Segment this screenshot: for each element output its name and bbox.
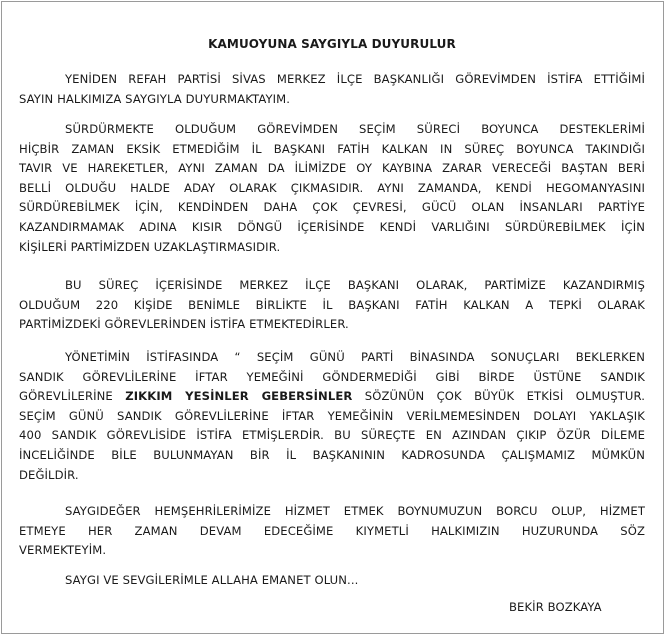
paragraph-closing [19, 571, 645, 591]
paragraph-line: SÜRDÜRMEKTE OLDUĞUM GÖREVİMDEN SEÇİM SÜRECİ BOYUNCA DESTEKLERİMİ [65, 122, 645, 136]
paragraph-members-resign [19, 276, 645, 335]
paragraph-resignation [19, 70, 645, 109]
line-text: SÖZÜNÜN ÇOK BÜYÜK ETKİSİ OLMUŞTUR. [352, 389, 645, 404]
paragraph-reasons [19, 120, 645, 257]
paragraph-line: TAVIR VE HAREKETLER, AYNI ZAMAN DA İLİMİZDE OY KAYBINA ZARAR VERECEĞİ BAŞTAN BERİ [19, 161, 645, 176]
paragraph-line: KAZANDIRMAMAK ADINA KISIR DÖNGÜ İÇERİSİNDE KENDİ VARLIĞINI SÜRDÜREBİLMEK İÇİN [19, 219, 645, 234]
paragraph-line: YÖNETİMİN İSTİFASINDA “ SEÇİM GÜNÜ PARTİ BİNASINDA SONUÇLARI BEKLERKEN [65, 350, 645, 364]
paragraph-line: BELLİ OLDUĞU HALDE ADAY OLARAK ÇIKMASIDIR. AYNI ZAMANDA, KENDİ HEGOMANYASINI [19, 180, 645, 195]
paragraph-line [19, 387, 645, 407]
paragraph-line: YENİDEN REFAH PARTİSİ SİVAS MERKEZ İLÇE BAŞKANLIĞI GÖREVİMDEN İSTİFA ETTİĞİMİ [65, 72, 645, 86]
paragraph-line: SEÇİM GÜNÜ SANDIK GÖREVLİLERİNE İFTAR YEMEĞİNİN VERİLMEMESİNDEN DOLAYI YAKLAŞIK [19, 408, 645, 423]
paragraph-line: SAYIN HALKIMIZA SAYGIYLA DUYURMAKTAYIM. [19, 91, 291, 106]
paragraph-line: OLDUĞUM 220 KİŞİDE BENİMLE BİRLİKTE İL BAŞKANI FATİH KALKAN A TEPKİ OLARAK [19, 297, 645, 312]
document-title: KAMUOYUNA SAYGIYLA DUYURULUR [208, 37, 456, 51]
paragraph-election-day [19, 348, 645, 485]
paragraph-line: SÜRDÜREBİLMEK İÇİN, KENDİNDEN DAHA ÇOK ÇEVRESİ, GÜCÜ OLAN İNSANLARI PARTİYE [19, 200, 645, 215]
paragraph-line: VERMEKTEYİM. [19, 543, 107, 558]
signature-name: BEKİR BOZKAYA [509, 600, 602, 614]
quoted-phrase: ZIKKIM YESİNLER GEBERSİNLER [125, 389, 353, 404]
paragraph-line: SAYGIDEĞER HEMŞEHRİLERİMİZE HİZMET ETMEK BOYNUMUZUN BORCU OLUP, HİZMET [65, 504, 645, 518]
paragraph-line: KİŞİLERİ PARTİMİZDEN UZAKLAŞTIRMASIDIR. [19, 239, 281, 254]
paragraph-line: DEĞİLDİR. [19, 467, 79, 482]
paragraph-line: HİÇBİR ZAMAN EKSİK ETMEDİĞİM İL BAŞKANI FATİH KALKAN IN SÜREÇ BOYUNCA TAKINDIĞI [19, 141, 645, 156]
paragraph-line: ETMEYE HER ZAMAN DEVAM EDECEĞİME KIYMETLİ HALKIMIZIN HUZURUNDA SÖZ [19, 523, 645, 538]
paragraph-line: 400 SANDIK GÖREVLİSİDE İSTİFA ETMİŞLERDİR. BU SÜREÇTE EN AZINDAN ÇIKIP ÖZÜR DİLEME [19, 428, 645, 443]
paragraph-commitment [19, 502, 645, 561]
paragraph-line: PARTİMİZDEKİ GÖREVLERİNDEN İSTİFA ETMEKTEDİRLER. [19, 317, 349, 332]
paragraph-line: BU SÜREÇ İÇERİSİNDE MERKEZ İLÇE BAŞKANI OLARAK, PARTİMİZE KAZANDIRMIŞ [65, 278, 645, 292]
line-text: GÖREVLİLERİNE [19, 389, 126, 404]
paragraph-line: İNCELİĞİNDE BİLE BULUNMAYAN BİR İL BAŞKANININ KADROSUNDA ÇALIŞMAMIZ MÜMKÜN [19, 447, 645, 462]
paragraph-line: SANDIK GÖREVLİLERİNE İFTAR YEMEĞİNİ GÖNDERMEDİĞİ GİBİ BİRDE ÜSTÜNE SANDIK [19, 369, 645, 384]
closing-line: SAYGI VE SEVGİLERİMLE ALLAHA EMANET OLUN... [65, 573, 359, 587]
